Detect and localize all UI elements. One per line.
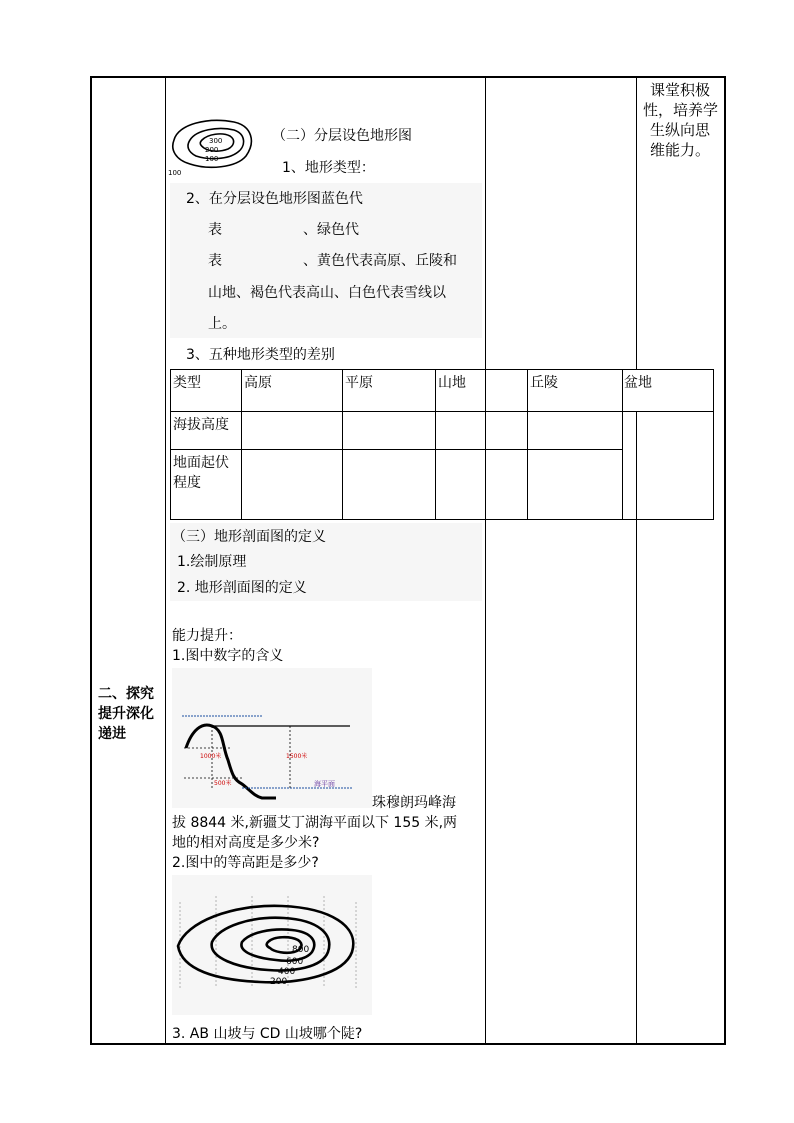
big-contour-label-600: 600 <box>286 957 304 967</box>
section3-item2: 2. 地形剖面图的定义 <box>177 580 307 596</box>
col-divider-2b <box>485 519 486 1044</box>
question2: 2.图中的等高距是多少? <box>172 855 319 871</box>
tt-row2 <box>170 449 622 450</box>
tt-top <box>170 369 714 370</box>
section3-heading: （三）地形剖面图的定义 <box>172 529 326 545</box>
right-note-line3: 生纵向思 <box>650 121 711 139</box>
profile-label-sea: 海平面 <box>314 780 335 788</box>
col-divider-1 <box>165 77 166 1044</box>
tt-v6 <box>622 369 623 520</box>
small-contour-figure <box>168 112 260 180</box>
question3: 3. AB 山坡与 CD 山坡哪个陡? <box>172 1026 363 1042</box>
tt-row-relief-l1: 地面起伏 <box>173 455 229 471</box>
tt-header-type: 类型 <box>173 375 201 391</box>
big-contour-figure <box>172 892 372 992</box>
profile-label-1500: 1500米 <box>286 753 308 760</box>
right-note-line2: 性，培养学 <box>643 101 719 119</box>
section-label-line1: 二、探究 <box>98 686 154 702</box>
section2-item3: 3、五种地形类型的差别 <box>186 347 335 363</box>
section2-item2-line2a: 表 <box>208 222 222 238</box>
section-label-line3: 递进 <box>98 726 126 742</box>
contour-label-100: 100 <box>205 155 219 163</box>
tt-header-plain: 平原 <box>345 375 373 391</box>
profile-label-500: 500米 <box>214 780 232 787</box>
tt-header-basin: 盆地 <box>624 375 652 391</box>
section2-heading: （二）分层设色地形图 <box>272 128 412 144</box>
col-divider-3 <box>636 77 637 369</box>
section2-item2-line3b: 、黄色代表高原、丘陵和 <box>303 253 457 269</box>
right-note-line4: 维能力。 <box>650 141 711 159</box>
col-divider-3b <box>636 519 637 1044</box>
big-contour-label-400: 400 <box>278 967 296 977</box>
tt-v8 <box>713 369 714 520</box>
tt-v5 <box>527 369 528 520</box>
tt-v2 <box>342 369 343 520</box>
outer-top-border <box>90 76 726 78</box>
section3-item1: 1.绘制原理 <box>177 554 247 570</box>
tt-bottom <box>170 519 714 520</box>
section2-item1: 1、地形类型： <box>282 160 375 176</box>
section2-item2-line4: 山地、褐色代表高山、白色代表雪线以 <box>208 285 446 301</box>
contour-label-100b: 100 <box>168 169 182 177</box>
section2-item2-line3a: 表 <box>208 253 222 269</box>
tt-v4 <box>485 369 486 520</box>
profile-figure <box>172 700 372 810</box>
contour-label-200: 200 <box>205 146 219 154</box>
section-label-line2: 提升深化 <box>98 706 154 722</box>
contour-label-300: 300 <box>209 137 223 145</box>
tt-v1 <box>241 369 242 520</box>
right-note-line1: 课堂积极 <box>650 81 711 99</box>
outer-left-border <box>90 76 92 1045</box>
tt-v7 <box>636 411 637 520</box>
big-contour-label-800: 800 <box>292 945 310 955</box>
question1-text-line1: 珠穆朗玛峰海 <box>372 795 456 811</box>
section2-item2-line2b: 、绿色代 <box>303 222 359 238</box>
tt-v0 <box>170 369 171 520</box>
tt-header-mountain: 山地 <box>438 375 466 391</box>
tt-row-relief-l2: 程度 <box>173 475 201 491</box>
section2-item2-line1: 2、在分层设色地形图蓝色代 <box>186 191 363 207</box>
col-divider-2 <box>485 77 486 369</box>
tt-header-hill: 丘陵 <box>530 375 558 391</box>
big-contour-label-200: 200 <box>270 977 288 987</box>
outer-right-border <box>724 76 726 1045</box>
profile-label-1000: 1000米 <box>200 753 222 760</box>
question1-text-line3: 地的相对高度是多少米? <box>172 835 320 851</box>
tt-v3 <box>435 369 436 520</box>
section2-item2-line5: 上。 <box>208 316 236 332</box>
tt-row-altitude: 海拔高度 <box>173 417 229 433</box>
ability-heading: 能力提升： <box>172 628 242 644</box>
question1: 1.图中数字的含义 <box>172 648 284 664</box>
tt-row1 <box>170 411 714 412</box>
tt-header-plateau: 高原 <box>244 375 272 391</box>
question1-text-line2: 拔 8844 米,新疆艾丁湖海平面以下 155 米,两 <box>172 815 458 831</box>
